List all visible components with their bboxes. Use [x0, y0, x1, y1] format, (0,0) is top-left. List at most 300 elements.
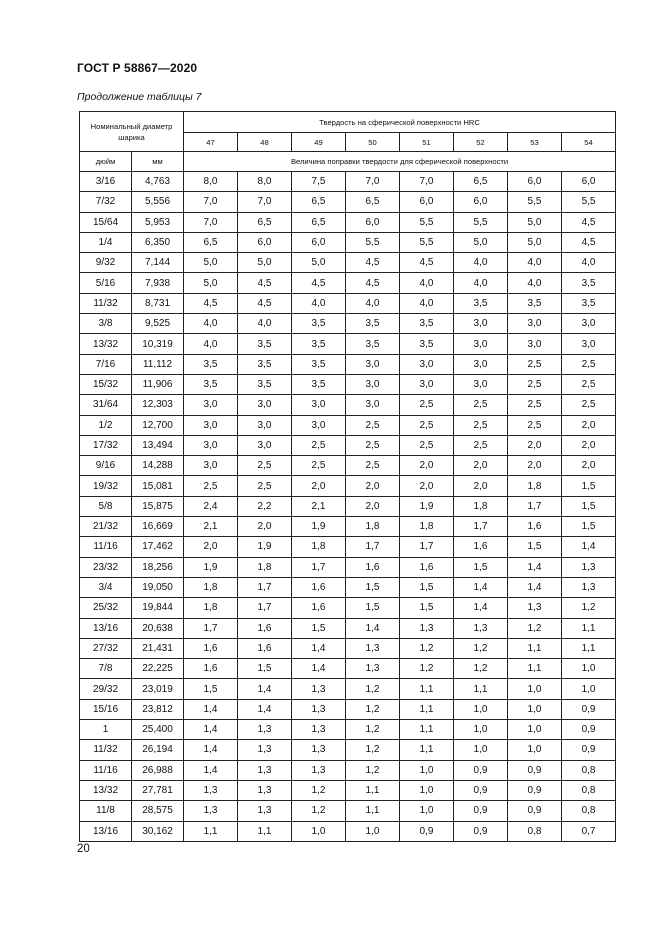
correction-value-cell: 3,5 — [346, 334, 400, 354]
correction-value-cell: 1,5 — [454, 557, 508, 577]
correction-value-cell: 6,5 — [184, 232, 238, 252]
correction-value-cell: 1,3 — [454, 618, 508, 638]
correction-value-cell: 1,7 — [400, 537, 454, 557]
correction-value-cell: 2,5 — [562, 395, 616, 415]
correction-value-cell: 2,5 — [292, 435, 346, 455]
diameter-inch-cell: 11/32 — [80, 740, 132, 760]
correction-value-cell: 1,8 — [508, 476, 562, 496]
correction-value-cell: 1,5 — [346, 577, 400, 597]
correction-value-cell: 0,9 — [454, 821, 508, 841]
hrc-value-header: 50 — [346, 133, 400, 152]
correction-value-cell: 3,5 — [454, 293, 508, 313]
table-row — [80, 273, 616, 293]
table-row — [80, 780, 616, 800]
correction-value-cell: 1,3 — [508, 598, 562, 618]
diameter-mm-cell: 15,875 — [132, 496, 184, 516]
correction-value-cell: 1,1 — [400, 699, 454, 719]
correction-value-cell: 3,0 — [238, 415, 292, 435]
correction-value-cell: 1,3 — [400, 618, 454, 638]
correction-value-cell: 2,5 — [454, 415, 508, 435]
correction-value-cell: 3,5 — [562, 273, 616, 293]
correction-value-cell: 0,8 — [562, 780, 616, 800]
correction-value-cell: 3,0 — [346, 395, 400, 415]
diameter-mm-cell: 5,556 — [132, 192, 184, 212]
correction-value-cell: 6,5 — [292, 212, 346, 232]
correction-value-cell: 1,6 — [184, 638, 238, 658]
correction-value-cell: 1,1 — [400, 679, 454, 699]
correction-value-cell: 1,2 — [454, 659, 508, 679]
correction-value-cell: 1,0 — [454, 740, 508, 760]
correction-value-cell: 6,5 — [292, 192, 346, 212]
correction-value-cell: 1,0 — [454, 699, 508, 719]
correction-value-cell: 1,1 — [346, 780, 400, 800]
correction-value-cell: 3,0 — [508, 314, 562, 334]
correction-value-cell: 6,5 — [346, 192, 400, 212]
correction-value-cell: 3,5 — [400, 334, 454, 354]
correction-value-cell: 0,9 — [454, 760, 508, 780]
correction-value-cell: 3,0 — [184, 456, 238, 476]
diameter-mm-cell: 23,019 — [132, 679, 184, 699]
correction-value-cell: 3,5 — [238, 334, 292, 354]
correction-value-cell: 1,0 — [508, 699, 562, 719]
correction-value-cell: 2,5 — [184, 476, 238, 496]
correction-value-cell: 6,0 — [346, 212, 400, 232]
hrc-value-header: 48 — [238, 133, 292, 152]
correction-value-cell: 7,0 — [184, 212, 238, 232]
diameter-mm-cell: 8,731 — [132, 293, 184, 313]
correction-value-cell: 1,1 — [454, 679, 508, 699]
table-row — [80, 374, 616, 394]
correction-value-cell: 1,3 — [292, 740, 346, 760]
correction-value-cell: 2,5 — [508, 415, 562, 435]
correction-value-cell: 2,0 — [400, 476, 454, 496]
correction-value-cell: 1,2 — [346, 720, 400, 740]
correction-value-cell: 4,0 — [400, 273, 454, 293]
correction-value-cell: 4,5 — [346, 253, 400, 273]
diameter-mm-cell: 9,525 — [132, 314, 184, 334]
correction-value-cell: 0,8 — [562, 760, 616, 780]
correction-value-cell: 1,4 — [238, 679, 292, 699]
correction-value-cell: 3,5 — [346, 314, 400, 334]
correction-value-cell: 5,5 — [400, 212, 454, 232]
correction-value-cell: 4,5 — [562, 212, 616, 232]
correction-value-cell: 1,2 — [292, 801, 346, 821]
table-row — [80, 598, 616, 618]
correction-value-cell: 2,5 — [454, 435, 508, 455]
correction-value-cell: 6,0 — [454, 192, 508, 212]
correction-value-cell: 1,6 — [454, 537, 508, 557]
table-row — [80, 395, 616, 415]
correction-value-cell: 4,0 — [292, 293, 346, 313]
diameter-mm-cell: 11,906 — [132, 374, 184, 394]
diameter-mm-cell: 28,575 — [132, 801, 184, 821]
correction-value-cell: 0,9 — [454, 801, 508, 821]
correction-value-cell: 3,0 — [400, 374, 454, 394]
correction-value-cell: 1,7 — [346, 537, 400, 557]
correction-value-cell: 2,2 — [238, 496, 292, 516]
diameter-inch-cell: 13/16 — [80, 618, 132, 638]
table-caption: Продолжение таблицы 7 — [77, 91, 202, 103]
correction-value-cell: 1,5 — [400, 598, 454, 618]
correction-value-cell: 1,6 — [292, 577, 346, 597]
correction-value-cell: 6,0 — [400, 192, 454, 212]
correction-value-cell: 2,5 — [400, 415, 454, 435]
correction-value-cell: 4,0 — [346, 293, 400, 313]
diameter-inch-cell: 9/16 — [80, 456, 132, 476]
table-row — [80, 821, 616, 841]
correction-value-cell: 8,0 — [238, 172, 292, 192]
correction-value-cell: 1,3 — [238, 760, 292, 780]
correction-value-cell: 4,5 — [346, 273, 400, 293]
page-number: 20 — [77, 843, 90, 855]
correction-value-cell: 3,0 — [454, 374, 508, 394]
diameter-mm-cell: 21,431 — [132, 638, 184, 658]
table-row — [80, 314, 616, 334]
diameter-inch-cell: 11/8 — [80, 801, 132, 821]
correction-value-cell: 2,0 — [400, 456, 454, 476]
diameter-mm-cell: 15,081 — [132, 476, 184, 496]
correction-value-cell: 0,9 — [508, 801, 562, 821]
correction-value-cell: 1,3 — [184, 801, 238, 821]
correction-value-cell: 2,0 — [562, 435, 616, 455]
correction-value-cell: 1,2 — [346, 740, 400, 760]
diameter-mm-cell: 5,953 — [132, 212, 184, 232]
diameter-mm-cell: 12,700 — [132, 415, 184, 435]
correction-value-cell: 5,0 — [184, 273, 238, 293]
table-row — [80, 801, 616, 821]
correction-value-cell: 3,5 — [400, 314, 454, 334]
correction-value-cell: 1,5 — [292, 618, 346, 638]
correction-value-cell: 1,3 — [238, 780, 292, 800]
correction-value-cell: 1,7 — [508, 496, 562, 516]
correction-value-cell: 2,0 — [346, 496, 400, 516]
diameter-inch-cell: 15/16 — [80, 699, 132, 719]
correction-value-cell: 1,3 — [238, 740, 292, 760]
correction-value-cell: 3,5 — [508, 293, 562, 313]
correction-value-cell: 1,9 — [238, 537, 292, 557]
correction-value-cell: 7,5 — [292, 172, 346, 192]
correction-value-cell: 0,9 — [508, 780, 562, 800]
correction-value-cell: 0,9 — [562, 699, 616, 719]
diameter-mm-cell: 18,256 — [132, 557, 184, 577]
correction-value-cell: 3,0 — [562, 334, 616, 354]
correction-value-cell: 4,5 — [238, 293, 292, 313]
correction-value-cell: 2,0 — [346, 476, 400, 496]
correction-value-cell: 1,4 — [184, 699, 238, 719]
correction-value-cell: 1,5 — [238, 659, 292, 679]
table-row — [80, 456, 616, 476]
diameter-inch-cell: 25/32 — [80, 598, 132, 618]
correction-value-cell: 1,4 — [454, 598, 508, 618]
correction-value-cell: 3,5 — [292, 314, 346, 334]
correction-value-cell: 3,0 — [184, 395, 238, 415]
diameter-inch-cell: 3/8 — [80, 314, 132, 334]
diameter-inch-cell: 23/32 — [80, 557, 132, 577]
correction-value-cell: 3,0 — [238, 395, 292, 415]
correction-value-cell: 1,0 — [508, 679, 562, 699]
diameter-inch-cell: 7/32 — [80, 192, 132, 212]
diameter-inch-cell: 29/32 — [80, 679, 132, 699]
correction-value-cell: 1,5 — [184, 679, 238, 699]
correction-value-cell: 4,5 — [238, 273, 292, 293]
correction-value-cell: 1,3 — [562, 557, 616, 577]
correction-value-cell: 7,0 — [238, 192, 292, 212]
correction-value-cell: 1,6 — [184, 659, 238, 679]
correction-value-cell: 3,0 — [184, 415, 238, 435]
correction-value-cell: 0,9 — [562, 740, 616, 760]
correction-value-cell: 2,0 — [508, 435, 562, 455]
correction-value-cell: 1,4 — [508, 577, 562, 597]
diameter-inch-cell: 11/32 — [80, 293, 132, 313]
correction-value-cell: 0,7 — [562, 821, 616, 841]
correction-value-cell: 2,5 — [346, 435, 400, 455]
diameter-inch-cell: 27/32 — [80, 638, 132, 658]
header-hardness: Твердость на сферической поверхности HRC — [184, 112, 616, 133]
correction-value-cell: 4,0 — [184, 314, 238, 334]
correction-value-cell: 6,5 — [238, 212, 292, 232]
diameter-inch-cell: 19/32 — [80, 476, 132, 496]
diameter-inch-cell: 11/16 — [80, 537, 132, 557]
correction-value-cell: 0,9 — [562, 720, 616, 740]
correction-value-cell: 6,0 — [292, 232, 346, 252]
diameter-inch-cell: 3/16 — [80, 172, 132, 192]
correction-value-cell: 4,0 — [184, 334, 238, 354]
unit-inch-header: дюйм — [80, 152, 132, 172]
correction-value-cell: 1,0 — [292, 821, 346, 841]
correction-value-cell: 3,5 — [184, 354, 238, 374]
correction-value-cell: 3,0 — [292, 395, 346, 415]
correction-value-cell: 4,0 — [454, 273, 508, 293]
diameter-inch-cell: 5/8 — [80, 496, 132, 516]
correction-value-cell: 1,3 — [346, 638, 400, 658]
diameter-inch-cell: 7/16 — [80, 354, 132, 374]
correction-value-cell: 1,1 — [400, 740, 454, 760]
correction-value-cell: 3,5 — [238, 374, 292, 394]
correction-value-cell: 1,0 — [508, 720, 562, 740]
correction-value-cell: 3,0 — [184, 435, 238, 455]
correction-value-cell: 2,0 — [454, 456, 508, 476]
diameter-mm-cell: 6,350 — [132, 232, 184, 252]
correction-value-cell: 1,8 — [292, 537, 346, 557]
correction-value-cell: 1,6 — [508, 517, 562, 537]
diameter-inch-cell: 13/32 — [80, 334, 132, 354]
correction-value-cell: 1,1 — [238, 821, 292, 841]
correction-value-cell: 1,0 — [346, 821, 400, 841]
correction-value-cell: 2,5 — [508, 395, 562, 415]
hrc-value-header: 53 — [508, 133, 562, 152]
correction-value-cell: 1,2 — [454, 638, 508, 658]
correction-value-cell: 1,5 — [508, 537, 562, 557]
correction-value-cell: 1,6 — [400, 557, 454, 577]
correction-value-cell: 0,9 — [454, 780, 508, 800]
correction-value-cell: 1,0 — [508, 740, 562, 760]
correction-value-cell: 1,0 — [562, 679, 616, 699]
correction-value-cell: 5,5 — [508, 192, 562, 212]
correction-value-cell: 1,0 — [454, 720, 508, 740]
correction-value-cell: 6,5 — [454, 172, 508, 192]
correction-value-cell: 1,4 — [292, 659, 346, 679]
table-row — [80, 679, 616, 699]
correction-value-cell: 3,0 — [562, 314, 616, 334]
correction-value-cell: 3,0 — [508, 334, 562, 354]
correction-value-cell: 1,7 — [454, 517, 508, 537]
correction-value-cell: 1,0 — [400, 780, 454, 800]
hardness-correction-table — [79, 111, 616, 842]
table-row — [80, 293, 616, 313]
correction-value-cell: 0,8 — [562, 801, 616, 821]
correction-value-cell: 0,9 — [508, 760, 562, 780]
correction-value-cell: 1,4 — [184, 760, 238, 780]
correction-value-cell: 3,0 — [238, 435, 292, 455]
diameter-inch-cell: 15/32 — [80, 374, 132, 394]
correction-value-cell: 2,0 — [562, 456, 616, 476]
diameter-mm-cell: 4,763 — [132, 172, 184, 192]
correction-value-cell: 4,5 — [292, 273, 346, 293]
table-row — [80, 212, 616, 232]
correction-value-cell: 1,6 — [346, 557, 400, 577]
correction-value-cell: 1,3 — [292, 720, 346, 740]
correction-value-cell: 1,4 — [184, 740, 238, 760]
correction-value-cell: 0,9 — [400, 821, 454, 841]
diameter-mm-cell: 23,812 — [132, 699, 184, 719]
correction-value-cell: 5,0 — [238, 253, 292, 273]
correction-value-cell: 3,0 — [454, 354, 508, 374]
table-row — [80, 659, 616, 679]
correction-value-cell: 2,5 — [400, 435, 454, 455]
diameter-inch-cell: 7/8 — [80, 659, 132, 679]
table-row — [80, 172, 616, 192]
diameter-inch-cell: 15/64 — [80, 212, 132, 232]
correction-value-cell: 3,5 — [184, 374, 238, 394]
correction-value-cell: 1,3 — [238, 720, 292, 740]
correction-value-cell: 1,0 — [400, 760, 454, 780]
diameter-mm-cell: 27,781 — [132, 780, 184, 800]
correction-value-cell: 2,1 — [184, 517, 238, 537]
correction-value-cell: 2,5 — [292, 456, 346, 476]
hrc-value-header: 52 — [454, 133, 508, 152]
correction-value-cell: 2,0 — [562, 415, 616, 435]
diameter-mm-cell: 7,938 — [132, 273, 184, 293]
table-row — [80, 557, 616, 577]
diameter-inch-cell: 11/16 — [80, 760, 132, 780]
diameter-inch-cell: 21/32 — [80, 517, 132, 537]
correction-value-cell: 3,5 — [238, 354, 292, 374]
correction-value-cell: 2,0 — [454, 476, 508, 496]
diameter-mm-cell: 26,988 — [132, 760, 184, 780]
correction-value-cell: 1,2 — [562, 598, 616, 618]
diameter-mm-cell: 14,288 — [132, 456, 184, 476]
correction-value-cell: 3,0 — [454, 334, 508, 354]
correction-value-cell: 1,2 — [346, 699, 400, 719]
table-row — [80, 192, 616, 212]
table-row — [80, 699, 616, 719]
table-row — [80, 253, 616, 273]
table-row — [80, 618, 616, 638]
correction-value-cell: 1,6 — [238, 638, 292, 658]
correction-value-cell: 1,1 — [400, 720, 454, 740]
correction-value-cell: 1,7 — [184, 618, 238, 638]
table-row — [80, 232, 616, 252]
correction-value-cell: 1,2 — [346, 679, 400, 699]
diameter-inch-cell: 5/16 — [80, 273, 132, 293]
diameter-mm-cell: 26,194 — [132, 740, 184, 760]
correction-value-cell: 1,7 — [292, 557, 346, 577]
correction-value-cell: 3,5 — [292, 374, 346, 394]
correction-value-cell: 4,0 — [508, 253, 562, 273]
table-row — [80, 415, 616, 435]
header-correction: Величина поправки твердости для сферической поверхности — [184, 152, 616, 172]
correction-value-cell: 1,8 — [454, 496, 508, 516]
diameter-mm-cell: 11,112 — [132, 354, 184, 374]
diameter-mm-cell: 19,050 — [132, 577, 184, 597]
diameter-mm-cell: 20,638 — [132, 618, 184, 638]
correction-value-cell: 2,5 — [346, 456, 400, 476]
correction-value-cell: 6,0 — [562, 172, 616, 192]
correction-value-cell: 4,5 — [184, 293, 238, 313]
diameter-inch-cell: 31/64 — [80, 395, 132, 415]
correction-value-cell: 5,5 — [454, 212, 508, 232]
correction-value-cell: 1,4 — [454, 577, 508, 597]
diameter-mm-cell: 13,494 — [132, 435, 184, 455]
correction-value-cell: 4,0 — [454, 253, 508, 273]
correction-value-cell: 3,5 — [292, 354, 346, 374]
correction-value-cell: 1,8 — [184, 598, 238, 618]
table-row — [80, 435, 616, 455]
table-row — [80, 740, 616, 760]
correction-value-cell: 2,5 — [508, 354, 562, 374]
table-row — [80, 720, 616, 740]
correction-value-cell: 1,5 — [346, 598, 400, 618]
table-row — [80, 760, 616, 780]
correction-value-cell: 2,4 — [184, 496, 238, 516]
correction-value-cell: 1,7 — [238, 577, 292, 597]
correction-value-cell: 1,3 — [292, 699, 346, 719]
correction-value-cell: 1,4 — [292, 638, 346, 658]
correction-value-cell: 5,0 — [292, 253, 346, 273]
correction-value-cell: 4,0 — [400, 293, 454, 313]
correction-value-cell: 1,5 — [562, 496, 616, 516]
correction-value-cell: 4,0 — [508, 273, 562, 293]
correction-value-cell: 2,1 — [292, 496, 346, 516]
diameter-mm-cell: 25,400 — [132, 720, 184, 740]
correction-value-cell: 1,9 — [292, 517, 346, 537]
correction-value-cell: 5,0 — [508, 212, 562, 232]
table-row — [80, 537, 616, 557]
correction-value-cell: 2,0 — [292, 476, 346, 496]
correction-value-cell: 1,2 — [400, 659, 454, 679]
correction-value-cell: 5,0 — [454, 232, 508, 252]
correction-value-cell: 1,6 — [292, 598, 346, 618]
table-row — [80, 496, 616, 516]
correction-value-cell: 1,4 — [184, 720, 238, 740]
correction-value-cell: 3,0 — [292, 415, 346, 435]
correction-value-cell: 1,3 — [184, 780, 238, 800]
correction-value-cell: 2,5 — [562, 354, 616, 374]
correction-value-cell: 2,5 — [454, 395, 508, 415]
diameter-mm-cell: 17,462 — [132, 537, 184, 557]
correction-value-cell: 1,0 — [400, 801, 454, 821]
correction-value-cell: 1,5 — [562, 476, 616, 496]
correction-value-cell: 2,0 — [184, 537, 238, 557]
hrc-value-header: 51 — [400, 133, 454, 152]
correction-value-cell: 1,0 — [562, 659, 616, 679]
correction-value-cell: 2,5 — [238, 456, 292, 476]
correction-value-cell: 1,1 — [562, 638, 616, 658]
hrc-value-header: 49 — [292, 133, 346, 152]
correction-value-cell: 1,3 — [346, 659, 400, 679]
hrc-value-header: 54 — [562, 133, 616, 152]
correction-value-cell: 3,0 — [400, 354, 454, 374]
